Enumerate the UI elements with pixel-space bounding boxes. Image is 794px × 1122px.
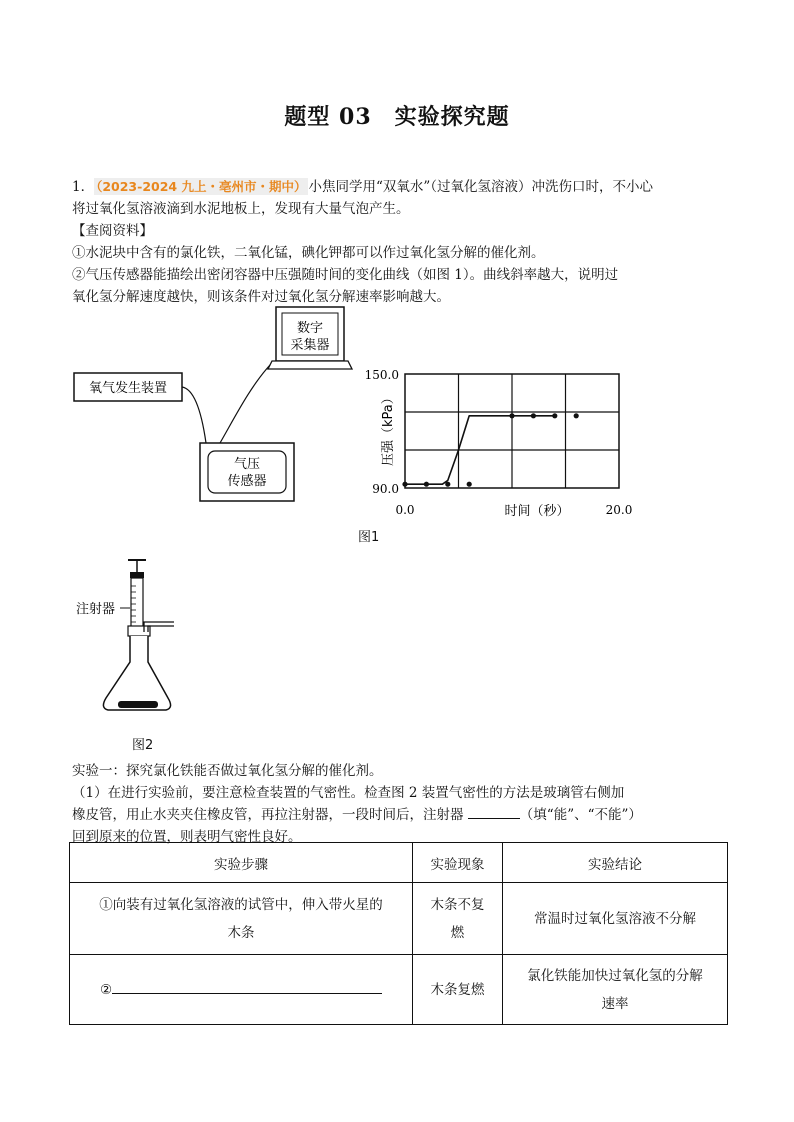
data-point: [424, 482, 429, 487]
data-point: [552, 413, 557, 418]
table-header-row: [70, 843, 728, 883]
exp1-q1-text-a: 橡皮管，用止水夹夹住橡皮管，再拉注射器，一段时间后，注射器: [72, 807, 464, 823]
figure1-caption: 图1: [358, 530, 380, 545]
x-axis-label: 时间（秒）: [504, 504, 570, 519]
row2-conclusion: [503, 955, 728, 1025]
collector-base: [268, 361, 352, 369]
table-row: [70, 955, 728, 1025]
q1-text: 小焦同学用“双氧水”（过氧化氢溶液）冲洗伤口时，不小心: [308, 179, 654, 195]
data-point: [467, 482, 472, 487]
row1-phenomenon: [413, 883, 503, 955]
exp1-q1-line-3: 回到原来的位置，则表明气密性良好。: [72, 829, 302, 845]
reference-item-2-line-1: ②气压传感器能描绘出密闭容器中压强随时间的变化曲线（如图 1）。曲线斜率越大，说明过: [72, 267, 619, 283]
plunger-head: [130, 572, 144, 578]
flask-stopper: [128, 626, 150, 636]
reference-item-2-line-2: 氧化氢分解速度越快，则该条件对过氧化氢分解速率影响越大。: [72, 289, 450, 305]
page-title: 题型 03 实验探究题: [284, 104, 510, 130]
experiment-1: [72, 760, 724, 848]
table-row: [70, 883, 728, 955]
q1-line-1: [72, 176, 724, 198]
y-tick-bottom: 90.0: [372, 482, 399, 496]
row1-step-line-2: 木条: [227, 924, 255, 941]
row1-phenomenon-line-2: 燃: [450, 924, 465, 941]
row1-step: [70, 883, 413, 955]
exp1-q1-line-2: [72, 804, 724, 826]
header-step: 实验步骤: [70, 843, 413, 883]
row1-phenomenon-line-1: 木条不复: [430, 896, 485, 913]
collector-label-1: 数字: [296, 321, 324, 336]
exp1-q1-text-b: （填“能”、“不能”）: [519, 807, 642, 823]
row2-step: [70, 955, 413, 1025]
conical-flask: [103, 636, 170, 710]
x-tick-left: 0.0: [395, 503, 415, 517]
collector-label-2: 采集器: [290, 338, 330, 353]
data-point: [509, 413, 514, 418]
row2-step-prefix: ②: [99, 981, 113, 998]
question-1: [72, 176, 724, 308]
experiment-table: [69, 842, 728, 1025]
x-tick-right: 20.0: [605, 503, 633, 517]
source-tag[interactable]: （2023-2024 九上・亳州市・期中）: [96, 179, 307, 194]
step-answer-blank[interactable]: [112, 979, 382, 994]
figure2-apparatus: [72, 556, 202, 752]
question-number: 1．: [72, 179, 95, 195]
sensor-label-1: 气压: [233, 457, 261, 472]
data-point: [445, 482, 450, 487]
exp1-heading: 实验一：探究氯化铁能否做过氧化氢分解的催化剂。: [72, 763, 383, 779]
flask-contents: [118, 701, 158, 708]
row1-step-line-1: ①向装有过氧化氢溶液的试管中，伸入带火星的: [99, 896, 383, 913]
y-tick-top: 150.0: [365, 368, 399, 382]
syringe-label: 注射器: [76, 602, 116, 617]
reference-heading: 【查阅资料】: [72, 223, 153, 239]
chart-grid: [405, 374, 619, 488]
exp1-q1-line-1: （1）在进行实验前，要注意检查装置的气密性。检查图 2 装置气密性的方法是玻璃管右侧加: [72, 785, 625, 801]
glass-tube-inner: [148, 626, 174, 632]
row2-conclusion-line-1: 氯化铁能加快过氧化氢的分解: [527, 967, 703, 984]
data-point: [574, 413, 579, 418]
syringe-barrel: [131, 578, 143, 628]
figure1-apparatus: [70, 305, 360, 505]
sensor-label-2: 传感器: [227, 474, 267, 489]
header-phenomenon: 实验现象: [413, 843, 503, 883]
row2-phenomenon: 木条复燃: [413, 955, 503, 1025]
y-axis-label: 压强（kPa）: [381, 391, 396, 466]
q1-line-2: 将过氧化氢溶液滴到水泥地板上，发现有大量气泡产生。: [72, 201, 410, 217]
reference-item-1: ①水泥块中含有的氯化铁，二氧化锰，碘化钾都可以作过氧化氢分解的催化剂。: [72, 245, 545, 261]
answer-blank[interactable]: [468, 804, 520, 819]
wire-generator-sensor: [182, 387, 206, 443]
oxygen-generator-label: 氧气发生装置: [88, 381, 168, 396]
row1-conclusion: 常温时过氧化氢溶液不分解: [503, 883, 728, 955]
header-conclusion: 实验结论: [503, 843, 728, 883]
wire-collector-sensor: [220, 365, 270, 443]
row2-conclusion-line-2: 速率: [601, 995, 629, 1012]
pressure-time-chart: [365, 362, 645, 526]
data-point: [402, 482, 407, 487]
data-point: [531, 413, 536, 418]
figure2-caption: 图2: [132, 738, 154, 753]
